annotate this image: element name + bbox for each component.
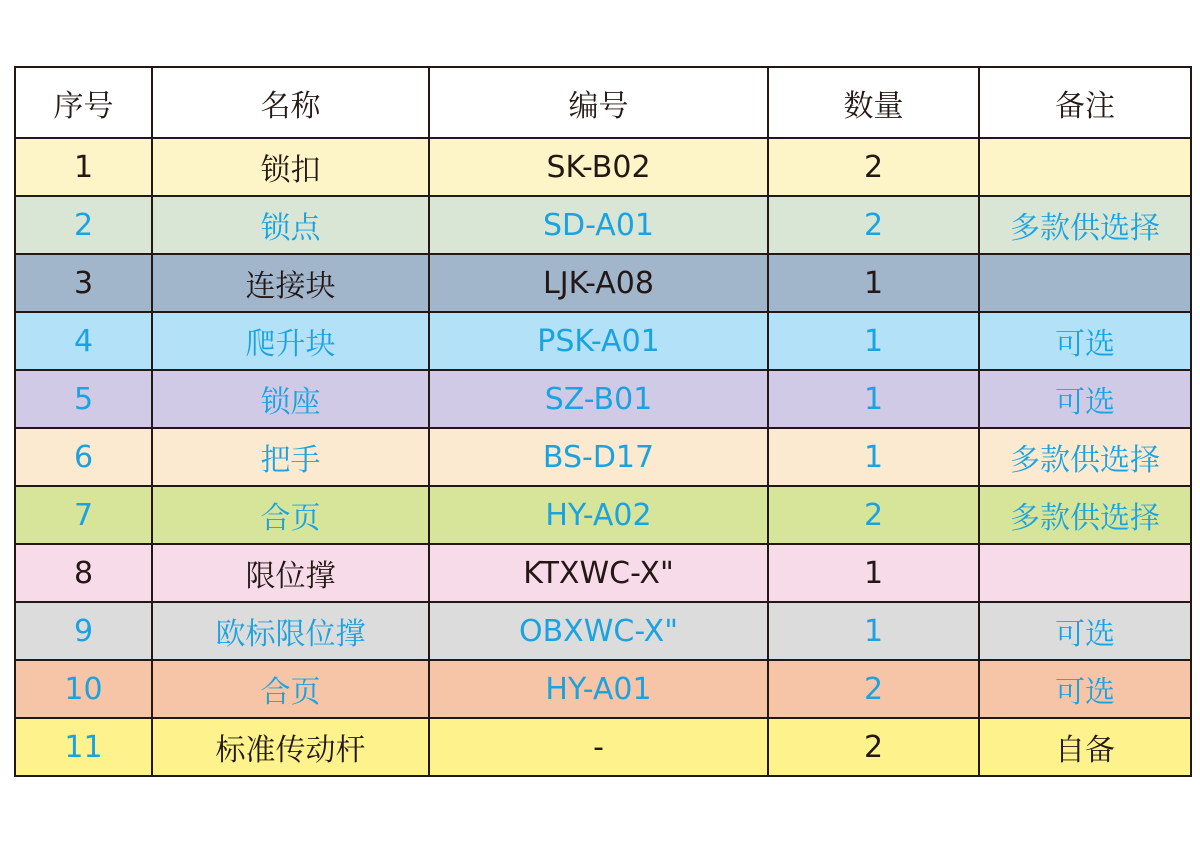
cell-quantity: 1 — [768, 602, 979, 660]
cell-name: 锁点 — [152, 196, 429, 254]
cell-remark — [979, 544, 1191, 602]
cell-name: 合页 — [152, 660, 429, 718]
cell-code: SK-B02 — [429, 138, 768, 196]
cell-name: 限位撑 — [152, 544, 429, 602]
cell-quantity: 2 — [768, 196, 979, 254]
table-row — [15, 312, 1191, 370]
cell-index: 2 — [15, 196, 152, 254]
table-row — [15, 196, 1191, 254]
cell-quantity: 2 — [768, 660, 979, 718]
cell-name: 把手 — [152, 428, 429, 486]
cell-remark: 多款供选择 — [979, 428, 1191, 486]
cell-code: KTXWC-X" — [429, 544, 768, 602]
cell-remark: 自备 — [979, 718, 1191, 776]
cell-quantity: 2 — [768, 138, 979, 196]
header-remark: 备注 — [979, 67, 1191, 138]
cell-quantity: 1 — [768, 544, 979, 602]
cell-code: PSK-A01 — [429, 312, 768, 370]
header-row — [15, 67, 1191, 138]
cell-index: 8 — [15, 544, 152, 602]
table-row — [15, 718, 1191, 776]
table-row — [15, 138, 1191, 196]
table-row — [15, 602, 1191, 660]
cell-index: 11 — [15, 718, 152, 776]
cell-index: 10 — [15, 660, 152, 718]
table-row — [15, 370, 1191, 428]
cell-quantity: 1 — [768, 428, 979, 486]
cell-remark: 多款供选择 — [979, 486, 1191, 544]
cell-index: 4 — [15, 312, 152, 370]
cell-remark — [979, 138, 1191, 196]
cell-quantity: 2 — [768, 718, 979, 776]
cell-name: 合页 — [152, 486, 429, 544]
table-body — [15, 138, 1191, 776]
cell-name: 锁座 — [152, 370, 429, 428]
cell-code: LJK-A08 — [429, 254, 768, 312]
cell-code: OBXWC-X" — [429, 602, 768, 660]
cell-name: 连接块 — [152, 254, 429, 312]
table-row — [15, 254, 1191, 312]
table-row — [15, 544, 1191, 602]
cell-index: 6 — [15, 428, 152, 486]
cell-name: 锁扣 — [152, 138, 429, 196]
cell-name: 爬升块 — [152, 312, 429, 370]
cell-remark — [979, 254, 1191, 312]
cell-index: 7 — [15, 486, 152, 544]
cell-quantity: 2 — [768, 486, 979, 544]
table-row — [15, 660, 1191, 718]
cell-index: 3 — [15, 254, 152, 312]
cell-name: 欧标限位撑 — [152, 602, 429, 660]
cell-index: 1 — [15, 138, 152, 196]
header-name: 名称 — [152, 67, 429, 138]
cell-code: SZ-B01 — [429, 370, 768, 428]
header-index: 序号 — [15, 67, 152, 138]
parts-table — [14, 66, 1192, 777]
table-row — [15, 486, 1191, 544]
cell-code: HY-A02 — [429, 486, 768, 544]
cell-remark: 可选 — [979, 370, 1191, 428]
cell-remark: 可选 — [979, 312, 1191, 370]
cell-remark: 多款供选择 — [979, 196, 1191, 254]
cell-quantity: 1 — [768, 254, 979, 312]
cell-quantity: 1 — [768, 370, 979, 428]
cell-remark: 可选 — [979, 660, 1191, 718]
table-header — [15, 67, 1191, 138]
header-quantity: 数量 — [768, 67, 979, 138]
cell-index: 5 — [15, 370, 152, 428]
cell-quantity: 1 — [768, 312, 979, 370]
table-row — [15, 428, 1191, 486]
cell-code: SD-A01 — [429, 196, 768, 254]
cell-code: - — [429, 718, 768, 776]
cell-code: BS-D17 — [429, 428, 768, 486]
header-code: 编号 — [429, 67, 768, 138]
cell-index: 9 — [15, 602, 152, 660]
cell-name: 标准传动杆 — [152, 718, 429, 776]
cell-remark: 可选 — [979, 602, 1191, 660]
cell-code: HY-A01 — [429, 660, 768, 718]
